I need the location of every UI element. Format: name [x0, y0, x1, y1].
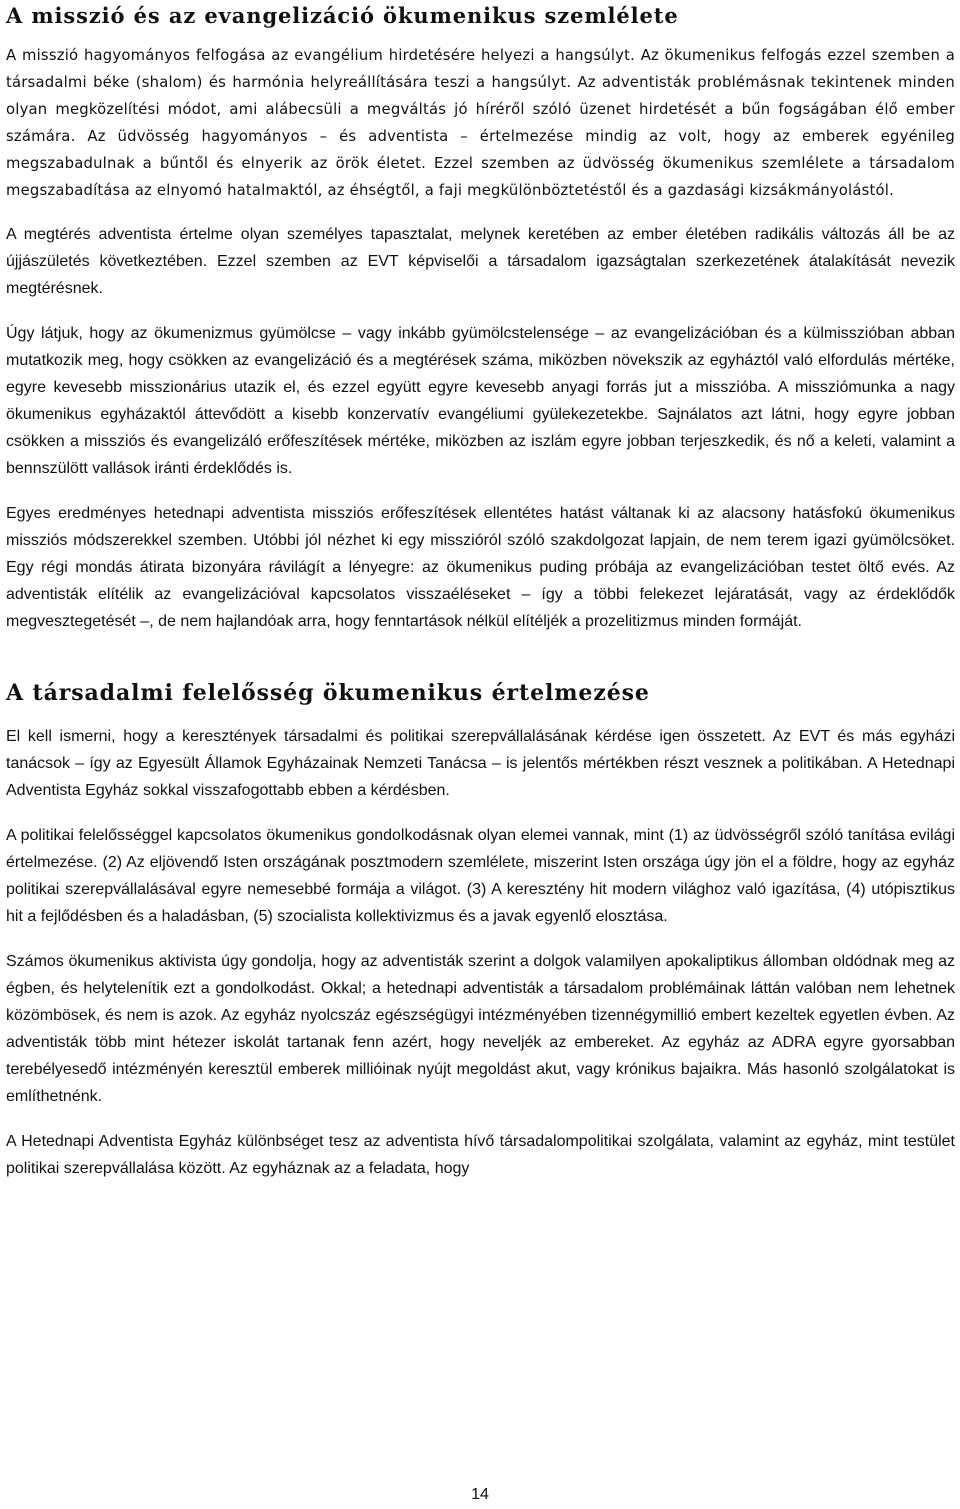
paragraph-mission-traditional: A misszió hagyományos felfogása az evangélium hirdetésére helyezi a hangsúlyt. Az ökumenikus felfogás ezzel szemben a társadalmi béke (shalom) és harmónia helyreállítására teszi a hangsúlyt. Az adventisták problémásnak tekintenek minden olyan megközelítési módot, ami alábecsüli a megváltás jó híréről szóló üzenet hirdetését a bűn fogságában élő ember számára. Az üdvösség hagyományos – és adventista – értelmezése mindig az volt, hogy az emberek egyénileg megszabadulnak a bűntől és elnyerik az örök életet. Ezzel szemben az üdvösség ökumenikus szemlélete a társadalom megszabadítása az elnyomó hatalmaktól, az éhségtől, a faji megkülönböztetéstől és a gazdasági kizsákmányolástól.: [6, 47, 955, 199]
paragraph-conversion: A megtérés adventista értelme olyan személyes tapasztalat, melynek keretében az ember életében radikális változás áll be az újjászületés következtében. Ezzel szemben az EVT képviselői a társadalom igazságtalan szerkezetének átalakítását nevezik megtérésnek.: [6, 226, 955, 297]
section-heading-social-responsibility: A társadalmi felelősség ökumenikus értelmezése: [6, 680, 650, 706]
section-heading-mission: A misszió és az evangelizáció ökumenikus szemlélete: [6, 3, 679, 28]
paragraph-ecumenism-fruit: Úgy látjuk, hogy az ökumenizmus gyümölcse – vagy inkább gyümölcstelensége – az evangelizációban és a külmisszióban abban mutatkozik meg, hogy csökken az evangelizáció és a megtérések száma, miközben növekszik az egyháztól való elfordulás mértéke, egyre kevesebb misszionárius utazik el, és ezzel együtt egyre kevesebb anyagi forrás jut a misszióba. A missziómunka a nagy ökumenikus egyházaktól áttevődött a kisebb konzervatív evangéliumi gyülekezetekbe. Sajnálatos azt látni, hogy egyre jobban csökken a missziós és evangelizáló erőfeszítések mértéke, miközben az iszlám egyre jobban terjeszkedik, és nő a keleti, valamint a bennszülött vallások iránti érdeklődés is.: [6, 325, 955, 477]
paragraph-church-distinction: A Hetednapi Adventista Egyház különbséget tesz az adventista hívő társadalompolitikai szolgálata, valamint az egyház, mint testület politikai szerepvállalása között. Az egyháznak az a feladata, hogy: [6, 1133, 955, 1177]
paragraph-political-elements: A politikai felelősséggel kapcsolatos ökumenikus gondolkodásnak olyan elemei vannak, mint (1) az üdvösségről szóló tanítása evilági értelmezése. (2) Az eljövendő Isten országának posztmodern szemlélete, miszerint Isten országa úgy jön el a földre, hogy az egyház politikai szerepvállalásával egyre nemesebbé formája a világot. (3) A keresztény hit modern világhoz való igazítása, (4) utópisztikus hit a fejlődésben és a haladásban, (5) szocialista kollektivizmus és a javak egyenlő elosztása.: [6, 827, 955, 925]
paragraph-activists: Számos ökumenikus aktivista úgy gondolja, hogy az adventisták szerint a dolgok valamilyen apokaliptikus állomban oldódnak meg az égben, és helytelenítik ezt a gondolkodást. Okkal; a hetednapi adventisták a társadalom problémáinak láttán valóban nem lehetnek közömbösek, és nem is azok. Az egyház nyolcszáz egészségügyi intézményében tizennégymillió embert kezeltek egyetlen évben. Az adventisták több mint hétezer iskolát tartanak fenn azért, hogy neveljék az embereket. Az egyház az ADRA egyre gyorsabban terebélyesedő intézményén keresztül emberek millióinak nyújt megoldást akut, vagy krónikus bajaikra. Más hasonló szolgálatokat is említhetnénk.: [6, 953, 955, 1105]
paragraph-adventist-efforts: Egyes eredményes hetednapi adventista missziós erőfeszítések ellentétes hatást váltanak ki az alacsony hatásfokú ökumenikus missziós módszerekkel szemben. Utóbbi jól nézhet ki egy misszióról szóló szakdolgozat lapjain, de nem terem igazi gyümölcsöket. Egy régi mondás átirata bizonyára rávilágít a lényegre: az ökumenikus puding próbája az evangelizációban testet öltő evés. Az adventisták elítélik az evangelizációval kapcsolatos visszaéléseket – így a többi felekezet lejáratását, vagy az érdeklődők megvesztegetését –, de nem hajlandóak arra, hogy fenntartások nélkül elítéljék a prozelitizmus minden formáját.: [6, 505, 955, 630]
page-number: 14: [471, 1486, 489, 1503]
paragraph-political-role: El kell ismerni, hogy a keresztények társadalmi és politikai szerepvállalásának kérdése igen összetett. Az EVT és más egyházi tanácsok – így az Egyesült Államok Egyházainak Nemzeti Tanácsa – is jelentős mértékben részt vesznek a politikában. A Hetednapi Adventista Egyház sokkal visszafogottabb ebben a kérdésben.: [6, 728, 955, 799]
